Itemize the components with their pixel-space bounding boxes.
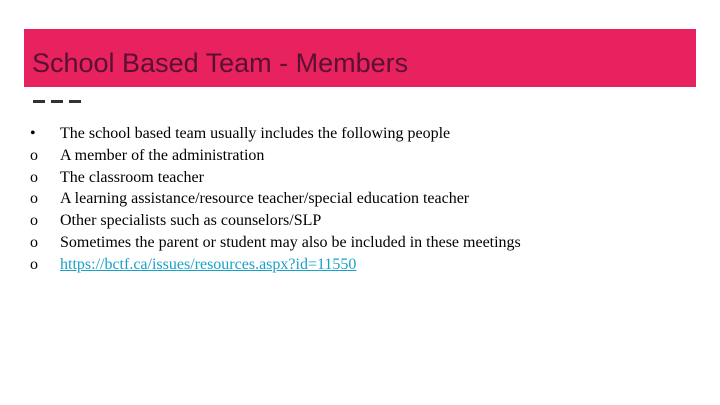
slide-title: School Based Team - Members <box>32 48 409 78</box>
list-item <box>30 232 521 254</box>
dash-segment <box>33 100 45 103</box>
member-list <box>30 123 521 276</box>
list-item-text: Sometimes the parent or student may also be included in these meetings <box>60 233 521 251</box>
list-item-text: Other specialists such as counselors/SLP <box>60 212 322 230</box>
dash-segment <box>51 100 63 103</box>
title-banner <box>24 29 696 87</box>
list-item <box>30 145 521 167</box>
list-item <box>30 210 521 232</box>
sub-bullet-marker: o <box>30 233 38 251</box>
list-item <box>30 254 521 276</box>
dash-segment <box>69 100 81 103</box>
bullet-marker: • <box>30 125 36 142</box>
list-item <box>30 167 521 189</box>
list-item-text: A member of the administration <box>60 146 265 164</box>
list-item <box>30 188 521 210</box>
sub-bullet-marker: o <box>30 255 38 273</box>
list-item-text: The school based team usually includes the following people <box>60 125 451 142</box>
sub-bullet-marker: o <box>30 190 38 208</box>
sub-bullet-marker: o <box>30 168 38 186</box>
list-item <box>30 123 521 145</box>
list-item-text: The classroom teacher <box>60 168 204 186</box>
dash-divider <box>33 100 81 104</box>
resource-link[interactable]: https://bctf.ca/issues/resources.aspx?id=11550 <box>60 255 357 273</box>
sub-bullet-marker: o <box>30 212 38 230</box>
sub-bullet-marker: o <box>30 146 38 164</box>
list-item-text: A learning assistance/resource teacher/special education teacher <box>60 190 470 208</box>
